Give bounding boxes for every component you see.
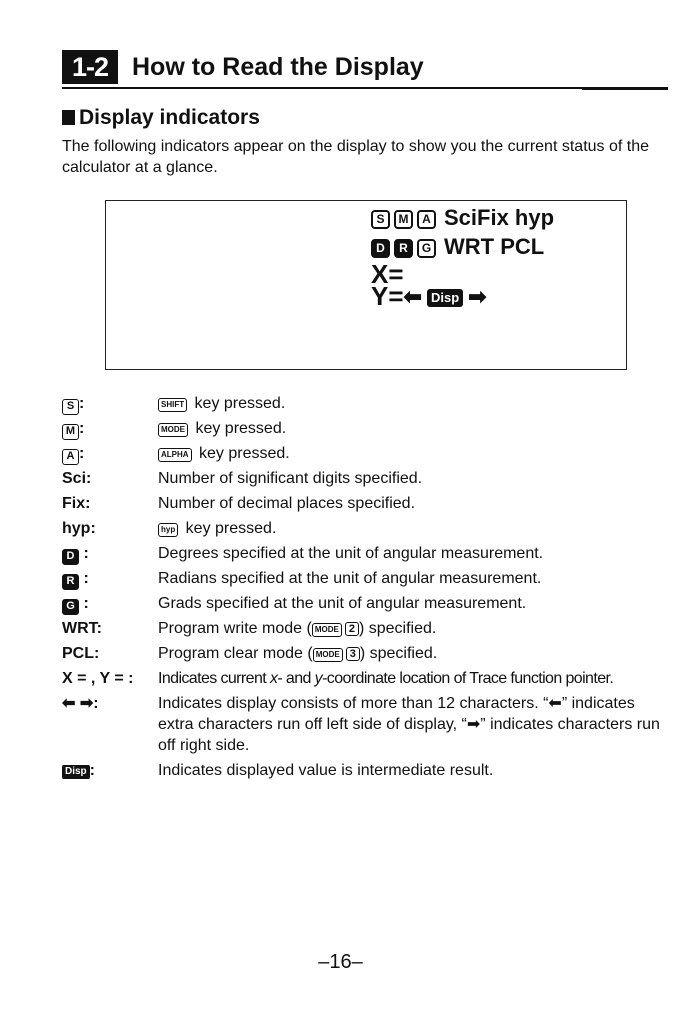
- disp-badge-icon: Disp: [62, 765, 90, 779]
- row-description: Number of significant digits specified.: [158, 470, 423, 487]
- row-symbol: PCL:: [62, 645, 100, 662]
- display-line-1-text: SciFix hyp: [444, 205, 555, 230]
- mode-key-icon: MODE: [158, 423, 188, 437]
- display-line-1: [371, 205, 554, 231]
- row-symbol: A :: [62, 443, 154, 465]
- radian-indicator-icon: R: [62, 574, 79, 590]
- grad-indicator-icon: G: [417, 239, 436, 258]
- row-description: Indicates display consists of more than 12 characters. “⬅” indicates extra characters run off left side of display, “➡” indicates characters run off right side.: [158, 695, 660, 754]
- square-bullet-icon: [62, 110, 75, 125]
- row-symbol: WRT:: [62, 620, 102, 637]
- mode-indicator-icon: M: [394, 210, 413, 229]
- row-symbol: hyp:: [62, 520, 96, 537]
- display-y-line: [371, 283, 487, 310]
- row-description: Number of decimal places specified.: [158, 495, 416, 512]
- right-arrow-icon: ➡: [468, 284, 487, 309]
- digit-2-key-icon: 2: [345, 622, 359, 636]
- left-arrow-icon: ⬅: [62, 695, 76, 712]
- page-number: –16–: [318, 951, 363, 973]
- display-illustration: [105, 200, 627, 370]
- section-rule: [62, 87, 668, 89]
- row-description: Indicates current x- and y-coordinate location of Trace function pointer.: [158, 670, 614, 687]
- row-symbol: G :: [62, 593, 154, 615]
- row-symbol: M :: [62, 418, 154, 440]
- alpha-key-icon: ALPHA: [158, 448, 192, 462]
- row-description: Radians specified at the unit of angular measurement.: [158, 570, 542, 587]
- row-description: ALPHA key pressed.: [158, 443, 674, 464]
- row-symbol: R :: [62, 568, 154, 590]
- radian-indicator-icon: R: [394, 239, 413, 258]
- intro-paragraph: The following indicators appear on the display to show you the current status of the calculator at a glance.: [62, 138, 650, 176]
- row-description: Indicates displayed value is intermediate result.: [158, 762, 494, 779]
- row-symbol: D :: [62, 543, 154, 565]
- shift-indicator-icon: S: [62, 399, 79, 415]
- subheading: [62, 106, 260, 130]
- disp-badge-icon: Disp: [427, 289, 463, 307]
- row-symbol: Disp :: [62, 760, 154, 781]
- hyp-key-icon: hyp: [158, 523, 178, 537]
- display-line-2: [371, 234, 544, 260]
- mode-indicator-icon: M: [62, 424, 79, 440]
- row-symbol: S :: [62, 393, 154, 415]
- row-symbol: ⬅ ➡:: [62, 695, 99, 712]
- row-symbol: Fix:: [62, 495, 91, 512]
- mode-key-icon: MODE: [312, 623, 342, 637]
- section-title: How to Read the Display: [132, 53, 424, 81]
- left-arrow-icon: ⬅: [403, 284, 422, 309]
- row-symbol: X = , Y = :: [62, 670, 134, 687]
- row-description: hyp key pressed.: [158, 518, 674, 539]
- subheading-text: Display indicators: [79, 106, 260, 129]
- row-description: SHIFT key pressed.: [158, 393, 674, 414]
- row-description: Grads specified at the unit of angular measurement.: [158, 595, 527, 612]
- display-line-2-text: WRT PCL: [444, 234, 545, 259]
- shift-indicator-icon: S: [371, 210, 390, 229]
- row-description: Program clear mode ( MODE 3 ) specified.: [158, 645, 438, 662]
- row-symbol: Sci:: [62, 470, 92, 487]
- shift-key-icon: SHIFT: [158, 398, 187, 412]
- section-number: 1-2: [62, 50, 118, 84]
- section-rule-accent: [582, 87, 668, 90]
- section-header: [62, 48, 668, 90]
- grad-indicator-icon: G: [62, 599, 79, 615]
- alpha-indicator-icon: A: [417, 210, 436, 229]
- display-y-label: Y=: [371, 281, 404, 311]
- degree-indicator-icon: D: [371, 239, 390, 258]
- mode-key-icon: MODE: [313, 648, 343, 662]
- row-description: Degrees specified at the unit of angular measurement.: [158, 545, 544, 562]
- degree-indicator-icon: D: [62, 549, 79, 565]
- digit-3-key-icon: 3: [346, 647, 360, 661]
- display-x-label: X=: [371, 259, 404, 289]
- row-description: MODE key pressed.: [158, 418, 674, 439]
- row-description: Program write mode ( MODE 2 ) specified.: [158, 620, 437, 637]
- alpha-indicator-icon: A: [62, 449, 79, 465]
- right-arrow-icon: ➡: [79, 695, 94, 712]
